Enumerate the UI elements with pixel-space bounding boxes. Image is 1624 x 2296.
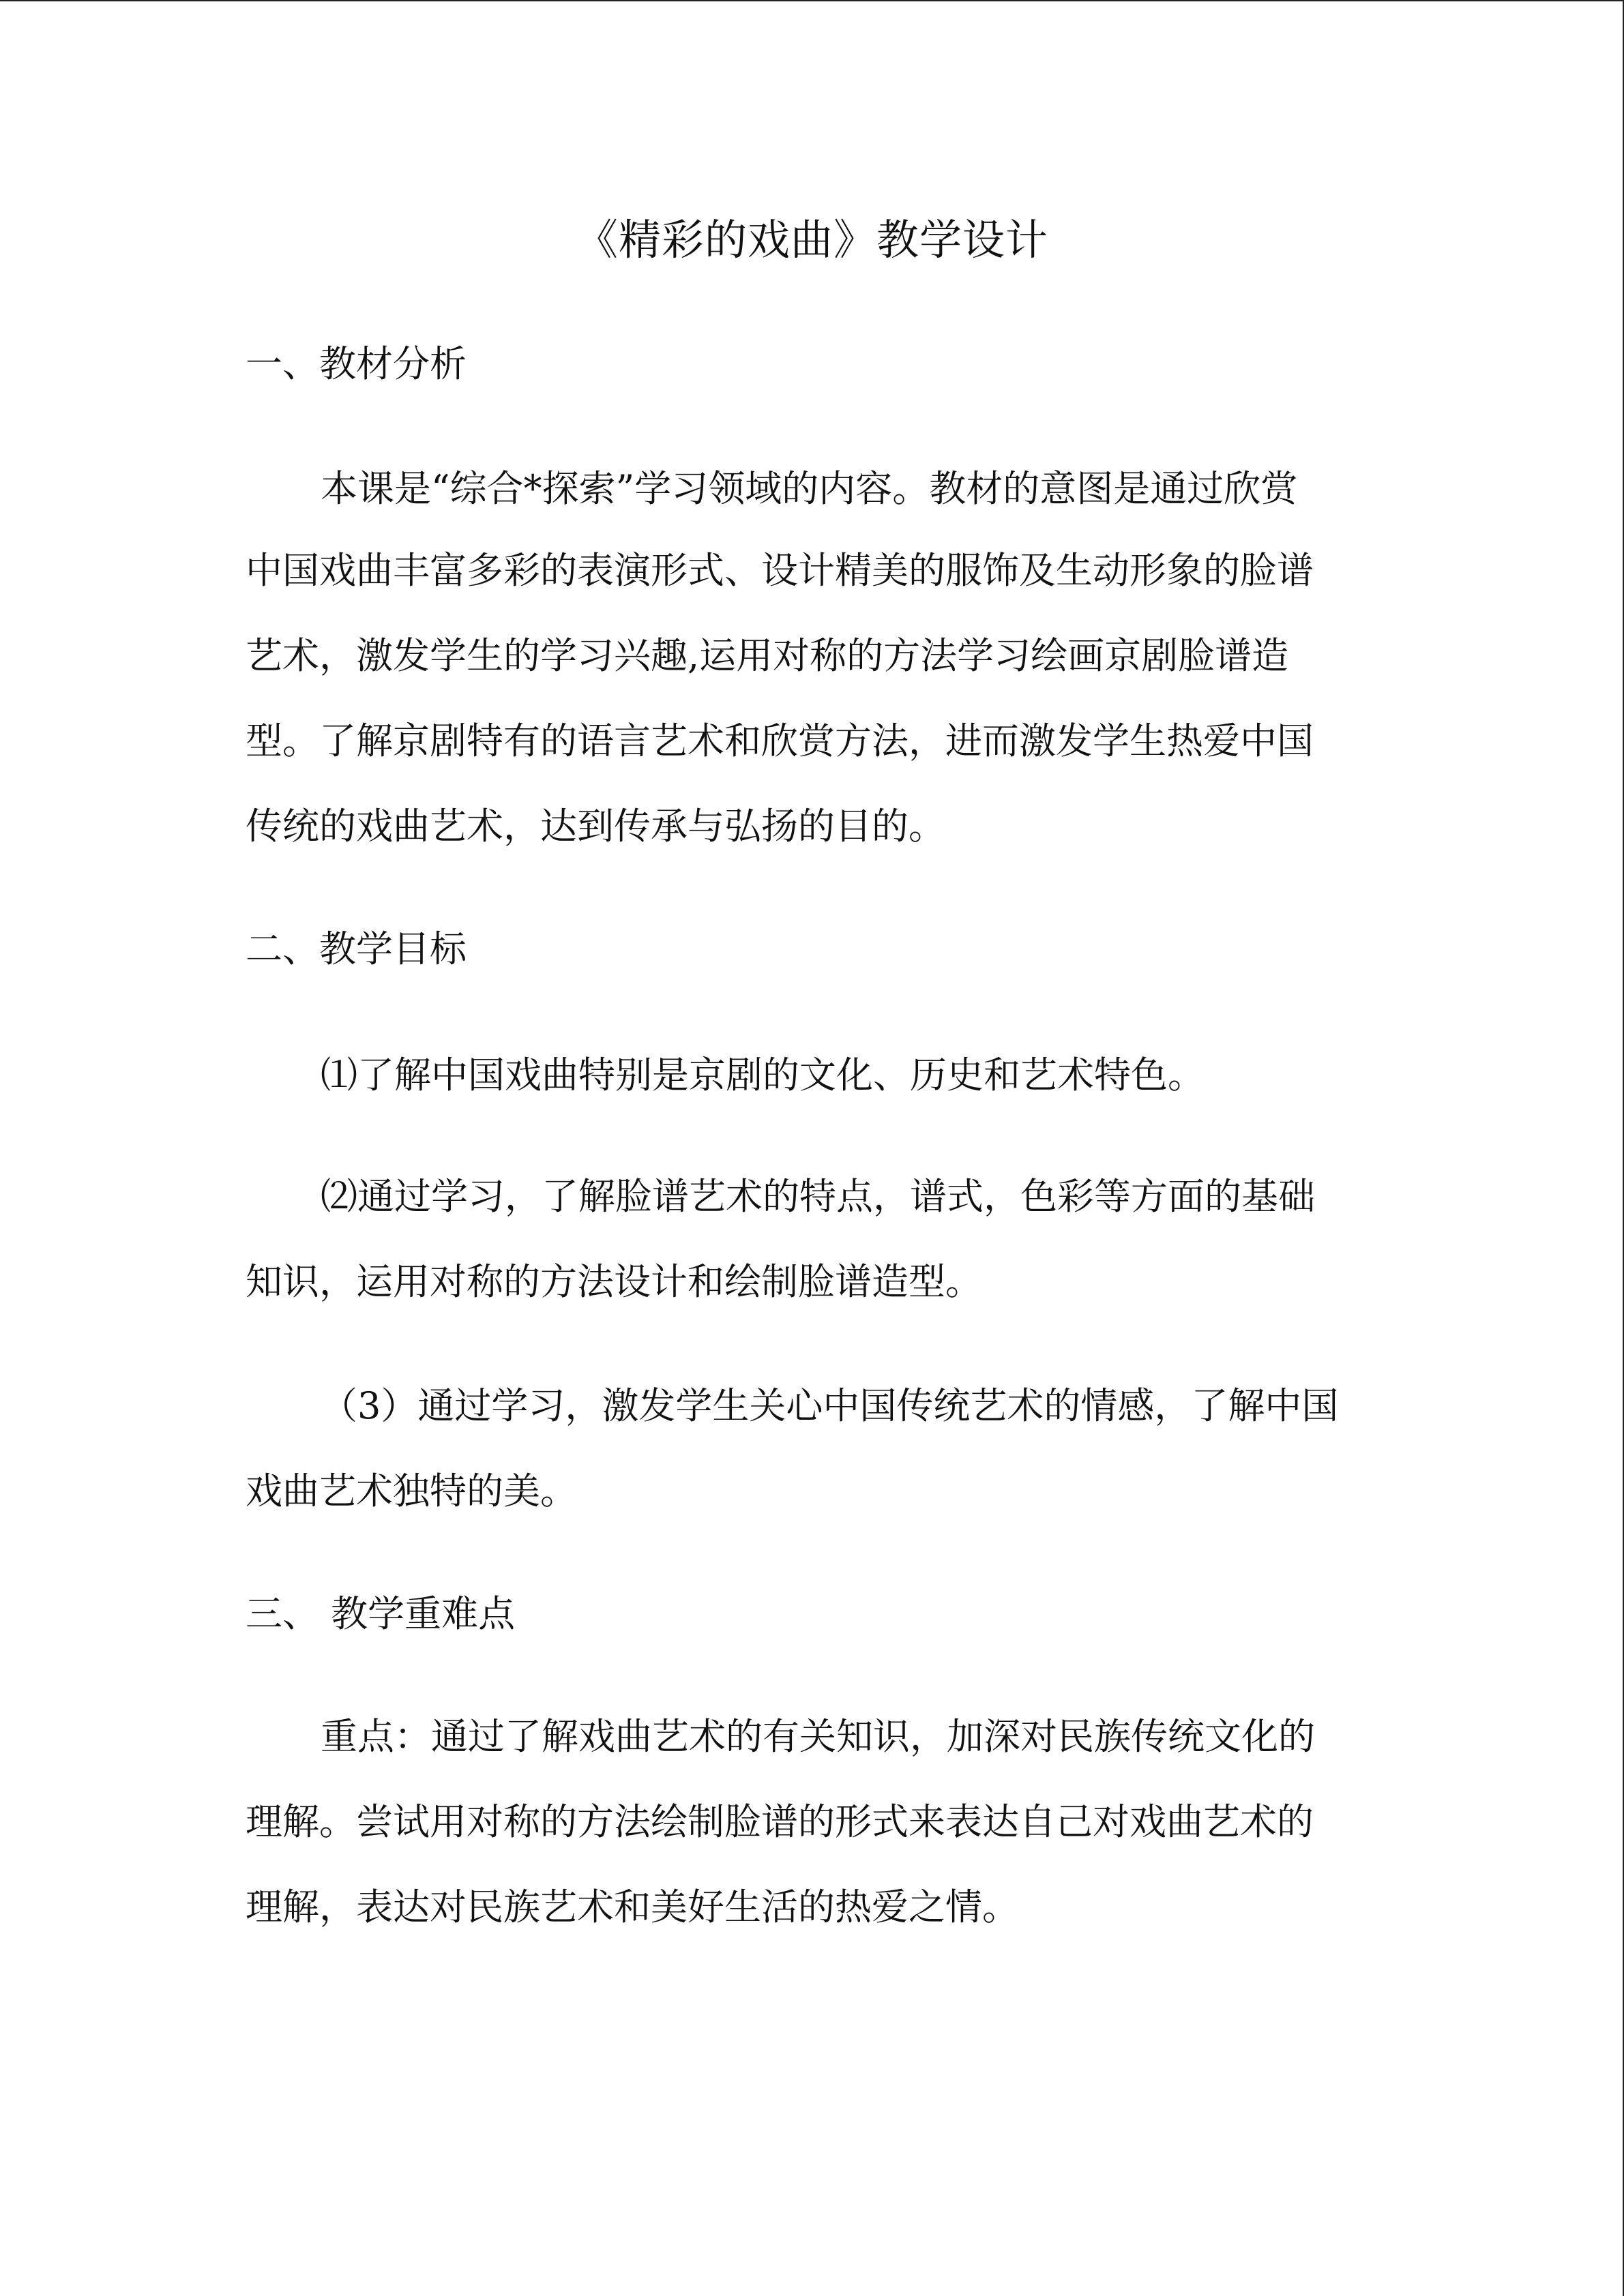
paragraph-line: 重点：通过了解戏曲艺术的有关知识，加深对民族传统文化的 <box>321 1715 1315 1758</box>
section-heading-textbook-analysis: 一、教材分析 <box>246 342 467 385</box>
section-heading-key-difficulties: 三、 教学重难点 <box>246 1592 516 1635</box>
paragraph-line: 本课是“综合*探索”学习领域的内容。教材的意图是通过欣赏 <box>321 467 1298 510</box>
paragraph-line: 理解。尝试用对称的方法绘制脸谱的形式来表达自己对戏曲艺术的 <box>246 1800 1314 1843</box>
goal-item-continuation: 戏曲艺术独特的美。 <box>246 1470 577 1512</box>
section-heading-teaching-goals: 二、教学目标 <box>246 927 467 970</box>
paragraph-line: 传统的戏曲艺术，达到传承与弘扬的目的。 <box>246 805 945 848</box>
goal-item-continuation: 知识，运用对称的方法设计和绘制脸谱造型。 <box>246 1260 982 1303</box>
goal-item: （3）通过学习，激发学生关心中国传统艺术的情感，了解中国 <box>321 1384 1339 1427</box>
page-title: 《精彩的戏曲》教学设计 <box>575 215 1048 265</box>
paragraph-line: 型。了解京剧特有的语言艺术和欣赏方法，进而激发学生热爱中国 <box>246 719 1314 762</box>
paragraph-line: 中国戏曲丰富多彩的表演形式、设计精美的服饰及生动形象的脸谱 <box>246 549 1314 592</box>
paragraph-line: 理解，表达对民族艺术和美好生活的热爱之情。 <box>246 1885 1019 1928</box>
goal-item: ⑴了解中国戏曲特别是京剧的文化、历史和艺术特色。 <box>321 1054 1205 1097</box>
paragraph-line: 艺术，激发学生的学习兴趣,运用对称的方法学习绘画京剧脸谱造 <box>246 634 1289 677</box>
goal-item: ⑵通过学习，了解脸谱艺术的特点，谱式，色彩等方面的基础 <box>321 1175 1315 1218</box>
